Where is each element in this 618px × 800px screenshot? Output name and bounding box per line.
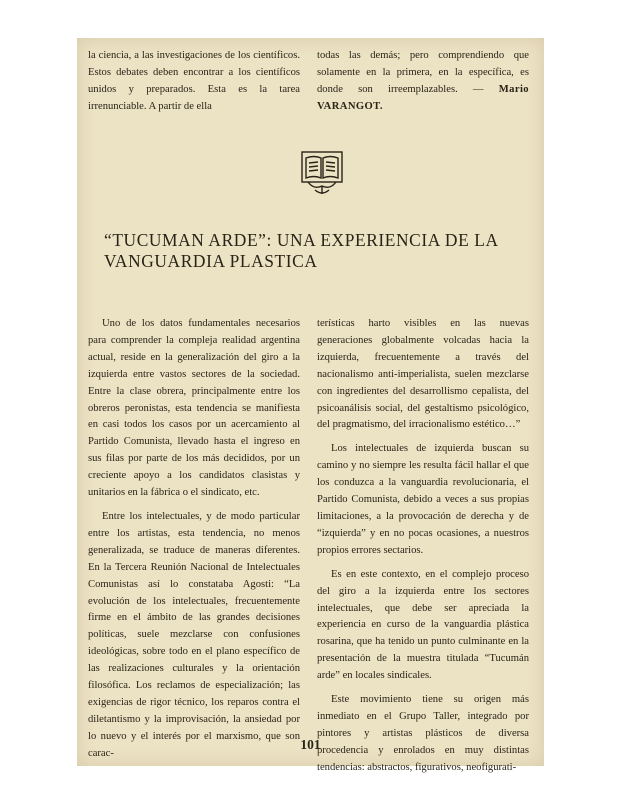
author-signature: Mario VARANGOT. [317,83,529,112]
article-column-left [88,316,300,770]
paragraph: Uno de los datos fundamentales necesarios para comprender la compleja realidad argentina actual, reside en la generalización del giro a la izquierda entre vastos sectores de la sociedad. Entre la clase obrera, principalmente entre los obreros peronistas, esta tendencia se manifiesta en casi todos los casos por un acercamiento al Partido Comunista, llevado hasta el ingreso en sus filas por parte de los más decididos, por un creciente apoyo a los candidatos clasistas y unitarios en la fábrica o el sindicato, etc. [88,318,300,499]
paragraph: la ciencia, a las investigaciones de los científicos. Estos debates deben encontrar a los científicos unidos y preparados. Esta es la tarea irrenunciable. A partir de ella [88,50,300,112]
paragraph-text: todas las demás; pero comprendiendo que solamente en la primera, en la específica, es donde son irreemplazables. — [317,50,529,95]
previous-article-ending-right [317,48,529,123]
article-title: “TUCUMAN ARDE”: UNA EXPERIENCIA DE LA VANGUARDIA PLASTICA [104,230,498,271]
paragraph [317,48,529,116]
paragraph: Este movimiento tiene su origen más inmediato en el Grupo Taller, integrado por pintores y artistas plásticos de diversa procedencia y enrolados en muy distintas tendencias: abstractos, figurativos, neofigurati- [317,694,529,773]
paragraph: terísticas harto visibles en las nuevas generaciones globalmente volcadas hacia la izquierda, frecuentemente a través del nacionalismo anti-imperialista, suelen mezclarse con ingredientes del desarrollismo cepalista, del psicoanálisis social, del gestaltismo psicológico, del pragmatismo, del irracionalismo estético…” [317,318,529,431]
open-book-icon [300,146,344,230]
previous-article-ending-left [88,48,300,123]
page-number: 101 [300,737,321,752]
book-page [77,38,544,773]
paragraph: Es en este contexto, en el complejo proceso del giro a la izquierda entre los sectores intelectuales, que debe ser apreciada la experiencia en curso de la vanguardia plástica rosarina, que ha tenido un punto culminante en la presentación de la muestra titulada “Tucumán arde” en locales sindicales. [317,568,529,682]
article-column-right [317,316,529,784]
paragraph: Entre los intelectuales, y de modo particular entre los artistas, esta tendencia, no menos generalizada, se traduce de maneras diferentes. En la Tercera Reunión Nacional de Intelectuales Comunistas así lo constataba Agosti: “La evolución de los intelectuales, frecuentemente firme en el ámbito de las grandes decisiones políticas, suele mezclarse con confusiones ideológicas, sobre todo en el plano específico de las realizaciones culturales y la orientación filosófica. Los reclamos de especialización; las exigencias de rigor técnico, los reparos contra el diletantismo y la improvisación, la ansiedad por lo nuevo y el interés por el marxismo, que son carac- [88,510,300,759]
paragraph: Los intelectuales de izquierda buscan su camino y no siempre les resulta fácil hallar el que los conduzca a la vanguardia revolucionaria, el Partido Comunista, debido a veces a sus propias limitaciones, a la provocación de derecha y de “izquierda” y en no pocas ocasiones, a nuestros propios errores sectarios. [317,443,529,556]
